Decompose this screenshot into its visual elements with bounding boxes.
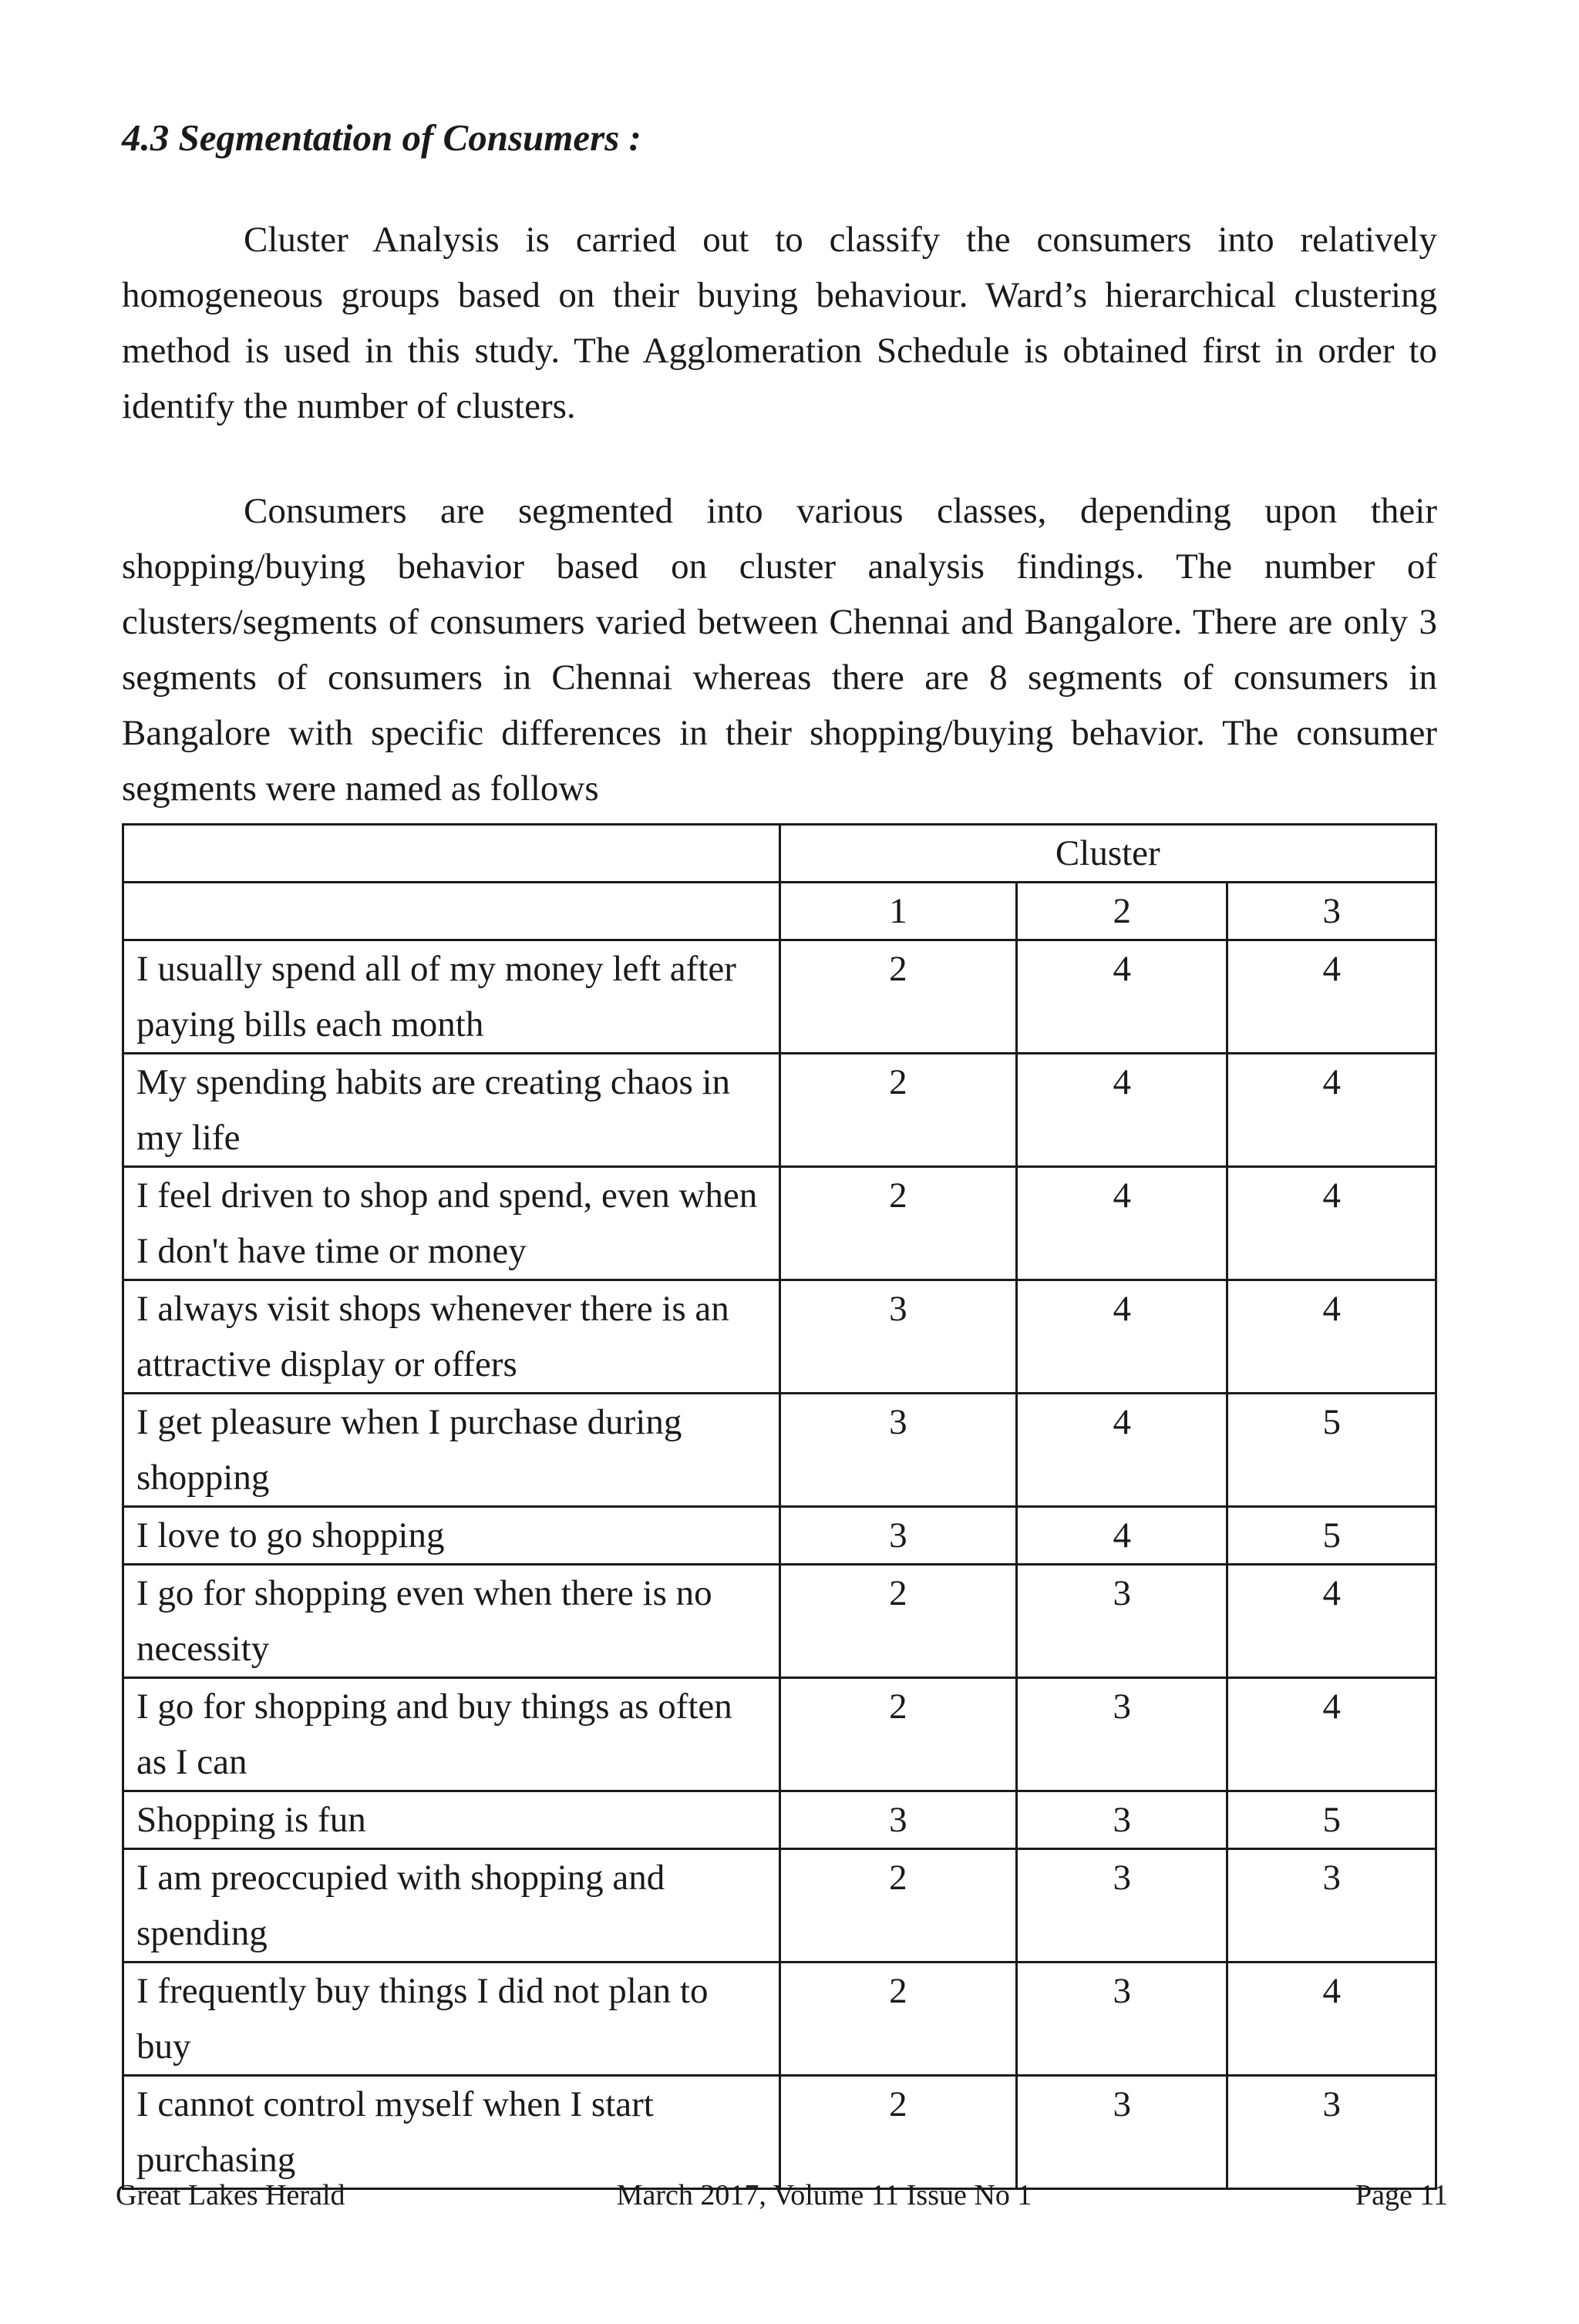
cluster-value-cell: 3 [1017, 1849, 1227, 1962]
table-row [123, 1962, 1436, 2076]
cluster-value-cell: 4 [1227, 1962, 1436, 2076]
cluster-value-cell: 2 [779, 940, 1016, 1054]
paragraph-cluster-analysis: Cluster Analysis is carried out to classify the consumers into relatively homogeneous groups based on their buying behaviour. Ward’s hierarchical clustering method is used in this study. The Agglomeration Schedule is obtained first in order to identify the number of clusters. [122, 220, 1437, 426]
table-row [123, 1507, 1436, 1565]
cluster-value-cell: 2 [779, 1565, 1016, 1678]
cluster-value-cell: 3 [1017, 2076, 1227, 2189]
statement-cell: I am preoccupied with shopping and spending [123, 1849, 780, 1962]
cluster-column-header: 1 [779, 883, 1016, 940]
cluster-value-cell: 4 [1017, 1394, 1227, 1507]
cluster-value-cell: 4 [1227, 1167, 1436, 1280]
statement-cell: I always visit shops whenever there is an attractive display or offers [123, 1280, 780, 1394]
cluster-value-cell: 3 [779, 1507, 1016, 1565]
table-row [123, 1280, 1436, 1394]
table-corner-cell [123, 883, 780, 940]
cluster-value-cell: 3 [779, 1394, 1016, 1507]
cluster-value-cell: 4 [1227, 1280, 1436, 1394]
cluster-value-cell: 4 [1227, 1054, 1436, 1167]
cluster-value-cell: 3 [1017, 1565, 1227, 1678]
cluster-value-cell: 2 [779, 2076, 1016, 2189]
statement-cell: I frequently buy things I did not plan to buy [123, 1962, 780, 2076]
statement-cell: I cannot control myself when I start purchasing [123, 2076, 780, 2189]
cluster-value-cell: 3 [779, 1280, 1016, 1394]
footer-journal-name: Great Lakes Herald [116, 2179, 345, 2211]
cluster-value-cell: 3 [1227, 1849, 1436, 1962]
cluster-value-cell: 4 [1017, 1054, 1227, 1167]
cluster-value-cell: 2 [779, 1678, 1016, 1791]
cluster-value-cell: 3 [1227, 2076, 1436, 2189]
cluster-value-cell: 3 [1017, 1962, 1227, 2076]
cluster-value-cell: 3 [1017, 1678, 1227, 1791]
cluster-table [122, 823, 1437, 2190]
cluster-group-header: Cluster [779, 825, 1436, 883]
statement-cell: I go for shopping even when there is no necessity [123, 1565, 780, 1678]
cluster-value-cell: 4 [1017, 940, 1227, 1054]
table-header-row [123, 825, 1436, 883]
section-heading: 4.3 Segmentation of Consumers : [122, 116, 641, 159]
cluster-value-cell: 4 [1227, 1565, 1436, 1678]
footer-issue: March 2017, Volume 11 Issue No 1 [616, 2179, 1032, 2211]
cluster-value-cell: 5 [1227, 1394, 1436, 1507]
cluster-value-cell: 2 [779, 1849, 1016, 1962]
cluster-value-cell: 5 [1227, 1507, 1436, 1565]
cluster-value-cell: 2 [779, 1054, 1016, 1167]
statement-cell: I usually spend all of my money left after paying bills each month [123, 940, 780, 1054]
cluster-value-cell: 4 [1017, 1280, 1227, 1394]
cluster-value-cell: 4 [1017, 1167, 1227, 1280]
cluster-column-header: 2 [1017, 883, 1227, 940]
table-row [123, 1565, 1436, 1678]
footer-page-number: Page 11 [1355, 2179, 1448, 2211]
cluster-value-cell: 2 [779, 1962, 1016, 2076]
statement-cell: I love to go shopping [123, 1507, 780, 1565]
table-row [123, 1678, 1436, 1791]
cluster-value-cell: 4 [1227, 940, 1436, 1054]
table-row [123, 2076, 1436, 2189]
cluster-value-cell: 3 [1017, 1791, 1227, 1849]
table-row [123, 1791, 1436, 1849]
statement-cell: My spending habits are creating chaos in my life [123, 1054, 780, 1167]
table-corner-cell [123, 825, 780, 883]
table-row [123, 1167, 1436, 1280]
paragraph-segmentation: Consumers are segmented into various classes, depending upon their shopping/buying behavior based on cluster analysis findings. The number of clusters/segments of consumers varied between Chennai and Bangalore. There are only 3 segments of consumers in Chennai whereas there are 8 segments of consumers in Bangalore with specific differences in their shopping/buying behavior. The consumer segments were named as follows [122, 491, 1437, 809]
cluster-value-cell: 3 [779, 1791, 1016, 1849]
cluster-value-cell: 2 [779, 1167, 1016, 1280]
table-row [123, 1849, 1436, 1962]
statement-cell: I get pleasure when I purchase during shopping [123, 1394, 780, 1507]
table-row [123, 940, 1436, 1054]
table-row [123, 1394, 1436, 1507]
table-subheader-row [123, 883, 1436, 940]
statement-cell: Shopping is fun [123, 1791, 780, 1849]
cluster-column-header: 3 [1227, 883, 1436, 940]
cluster-value-cell: 4 [1227, 1678, 1436, 1791]
statement-cell: I feel driven to shop and spend, even when I don't have time or money [123, 1167, 780, 1280]
table-row [123, 1054, 1436, 1167]
statement-cell: I go for shopping and buy things as often as I can [123, 1678, 780, 1791]
cluster-value-cell: 5 [1227, 1791, 1436, 1849]
cluster-value-cell: 4 [1017, 1507, 1227, 1565]
